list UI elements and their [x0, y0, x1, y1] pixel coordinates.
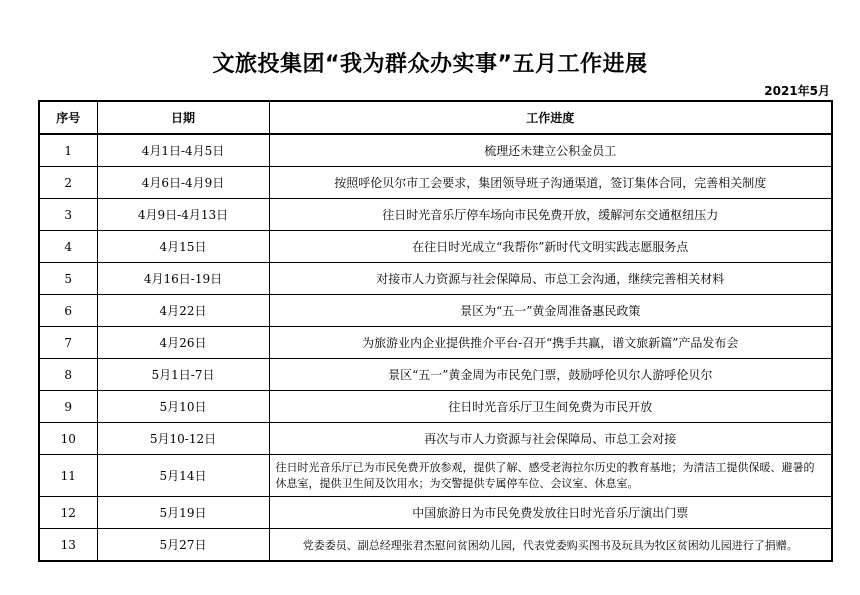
page-title: 文旅投集团“我为群众办实事”五月工作进展 [212, 52, 648, 77]
row-progress: 再次与市人力资源与社会保障局、市总工会对接 [269, 423, 832, 455]
row-progress: 按照呼伦贝尔市工会要求，集团领导班子沟通渠道，签订集体合同，完善相关制度 [269, 167, 832, 199]
header-progress: 工作进度 [269, 101, 832, 134]
row-date: 5月10-12日 [97, 423, 269, 455]
row-progress: 中国旅游日为市民免费发放往日时光音乐厅演出门票 [269, 497, 832, 529]
row-progress: 为旅游业内企业提供推介平台-召开“携手共赢，谱文旅新篇”产品发布会 [269, 327, 832, 359]
table-row [39, 423, 832, 455]
row-date: 4月26日 [97, 327, 269, 359]
row-progress: 往日时光音乐厅卫生间免费为市民开放 [269, 391, 832, 423]
header-date: 日期 [97, 101, 269, 134]
report-date: 2021年5月 [764, 84, 830, 98]
row-progress: 景区“五一”黄金周为市民免门票，鼓励呼伦贝尔人游呼伦贝尔 [269, 359, 832, 391]
row-date: 4月16日-19日 [97, 263, 269, 295]
row-date: 4月15日 [97, 231, 269, 263]
row-progress: 往日时光音乐厅已为市民免费开放参观，提供了解、感受老海拉尔历史的教育基地；为清洁工提供保暖、避暑的休息室，提供卫生间及饮用水；为交警提供专属停车位、会议室、休息室。 [269, 455, 832, 497]
table-row [39, 295, 832, 327]
row-serial: 6 [39, 295, 97, 327]
table-row [39, 529, 832, 562]
table-row [39, 327, 832, 359]
row-serial: 4 [39, 231, 97, 263]
table-row [39, 134, 832, 167]
row-serial: 9 [39, 391, 97, 423]
row-progress: 梳理还未建立公积金员工 [269, 134, 832, 167]
row-serial: 8 [39, 359, 97, 391]
table-row [39, 199, 832, 231]
row-date: 4月9日-4月13日 [97, 199, 269, 231]
row-serial: 13 [39, 529, 97, 562]
row-progress: 对接市人力资源与社会保障局、市总工会沟通，继续完善相关材料 [269, 263, 832, 295]
row-date: 5月19日 [97, 497, 269, 529]
row-serial: 11 [39, 455, 97, 497]
row-serial: 7 [39, 327, 97, 359]
row-progress: 往日时光音乐厅停车场向市民免费开放，缓解河东交通枢纽压力 [269, 199, 832, 231]
row-date: 5月27日 [97, 529, 269, 562]
table-row [39, 455, 832, 497]
row-date: 5月10日 [97, 391, 269, 423]
row-serial: 2 [39, 167, 97, 199]
row-progress: 党委委员、副总经理张君杰慰问贫困幼儿园，代表党委购买图书及玩具为牧区贫困幼儿园进行了捐赠。 [269, 529, 832, 562]
table-row [39, 497, 832, 529]
row-serial: 12 [39, 497, 97, 529]
row-date: 4月6日-4月9日 [97, 167, 269, 199]
row-serial: 3 [39, 199, 97, 231]
row-date: 4月1日-4月5日 [97, 134, 269, 167]
table-row [39, 391, 832, 423]
row-serial: 10 [39, 423, 97, 455]
progress-table [38, 100, 833, 562]
header-serial: 序号 [39, 101, 97, 134]
table-header-row [39, 101, 832, 134]
row-date: 5月1日-7日 [97, 359, 269, 391]
table-row [39, 359, 832, 391]
table-row [39, 231, 832, 263]
row-progress: 在往日时光成立“我帮你”新时代文明实践志愿服务点 [269, 231, 832, 263]
row-date: 5月14日 [97, 455, 269, 497]
table-row [39, 167, 832, 199]
row-serial: 5 [39, 263, 97, 295]
row-progress: 景区为“五一”黄金周准备惠民政策 [269, 295, 832, 327]
row-date: 4月22日 [97, 295, 269, 327]
row-serial: 1 [39, 134, 97, 167]
table-row [39, 263, 832, 295]
